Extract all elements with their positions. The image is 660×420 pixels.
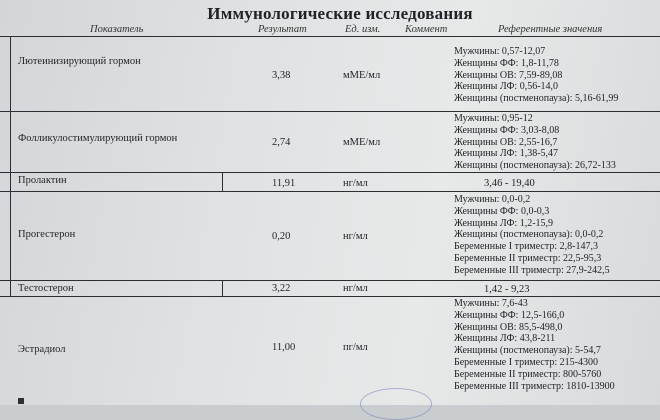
reference-item: Мужчины: 0,95-12 [454,113,533,124]
page-title: Иммунологические исследования [207,4,473,23]
reference-list [454,46,618,105]
unit-value: мМЕ/мл [343,70,381,81]
indicator-name: Пролактин [18,175,67,186]
reference-item: Женщины ОВ: 2,55-16,7 [454,136,558,148]
reference-item: Беременные II триместр: 800-5760 [454,368,602,380]
unit-value: нг/мл [343,178,368,189]
reference-item: Женщины ЛФ: 0,56-14,0 [454,81,559,93]
reference-item: Мужчины: 0,57-12,07 [454,46,546,57]
reference-list [454,194,610,277]
reference-item: Мужчины: 0,0-0,2 [454,194,531,205]
reference-list [454,298,615,392]
table-rule [0,172,660,173]
unit-value: нг/мл [343,283,368,294]
reference-item: Беременные I триместр: 2,8-147,3 [454,241,598,253]
reference-item: Беременные II триместр: 22,5-95,3 [454,252,602,264]
table-rule [0,280,660,281]
reference-item: Женщины ФФ: 1,8-11,78 [454,57,559,69]
result-value: 11,00 [272,342,296,353]
table-rule [222,172,223,191]
reference-item: Женщины ЛФ: 1,38-5,47 [454,148,559,160]
unit-value: пг/мл [343,342,368,353]
stamp-mark [360,388,432,420]
bullet-mark [18,398,24,404]
reference-list [454,113,616,172]
reference-range: 1,42 - 9,23 [484,284,530,295]
reference-item: Женщины (постменопауза): 0,0-0,2 [454,229,604,241]
reference-item: Женщины (постменопауза): 26,72-133 [454,160,616,172]
header-indicator: Показатель [90,24,144,35]
reference-item: Женщины (постменопауза): 5-54,7 [454,345,601,357]
unit-value: нг/мл [343,231,368,242]
indicator-name: Тестостерон [18,283,74,294]
indicator-name: Фолликулостимулирующий гормон [18,133,178,144]
reference-item: Женщины ФФ: 0,0-0,3 [454,205,550,217]
result-value: 0,20 [272,231,291,242]
table-rule [222,280,223,296]
header-result: Результат [258,24,307,35]
result-value: 3,22 [272,283,291,294]
reference-item: Беременные III триместр: 27,9-242,5 [454,264,610,276]
reference-item: Женщины ЛФ: 1,2-15,9 [454,217,554,229]
reference-item: Беременные III триместр: 1810-13900 [454,380,615,392]
indicator-name: Эстрадиол [18,344,66,355]
table-rule [0,36,660,37]
indicator-name: Лютеинизирующий гормон [18,56,141,67]
header-unit: Ед. изм. [345,24,381,35]
unit-value: мМЕ/мл [343,137,381,148]
reference-item: Женщины ФФ: 12,5-166,0 [454,309,565,321]
reference-item: Женщины ОВ: 7,59-89,08 [454,69,563,81]
table-rule [0,296,660,297]
table-rule [0,111,660,112]
reference-item: Женщины ЛФ: 43,8-211 [454,333,556,345]
reference-item: Беременные I триместр: 215-4300 [454,356,598,368]
table-rule [0,191,660,192]
indicator-name: Прогестерон [18,229,76,240]
header-reference: Референтные значения [498,24,603,35]
reference-item: Женщины ОВ: 85,5-498,0 [454,321,563,333]
reference-item: Женщины (постменопауза): 5,16-61,99 [454,93,619,105]
reference-item: Мужчины: 7,6-43 [454,298,528,309]
result-value: 2,74 [272,137,291,148]
reference-range: 3,46 - 19,40 [484,178,535,189]
result-value: 11,91 [272,178,296,189]
table-rule [10,36,11,296]
reference-item: Женщины ФФ: 3,03-8,08 [454,124,560,136]
header-comment: Коммент [405,24,448,35]
result-value: 3,38 [272,70,291,81]
